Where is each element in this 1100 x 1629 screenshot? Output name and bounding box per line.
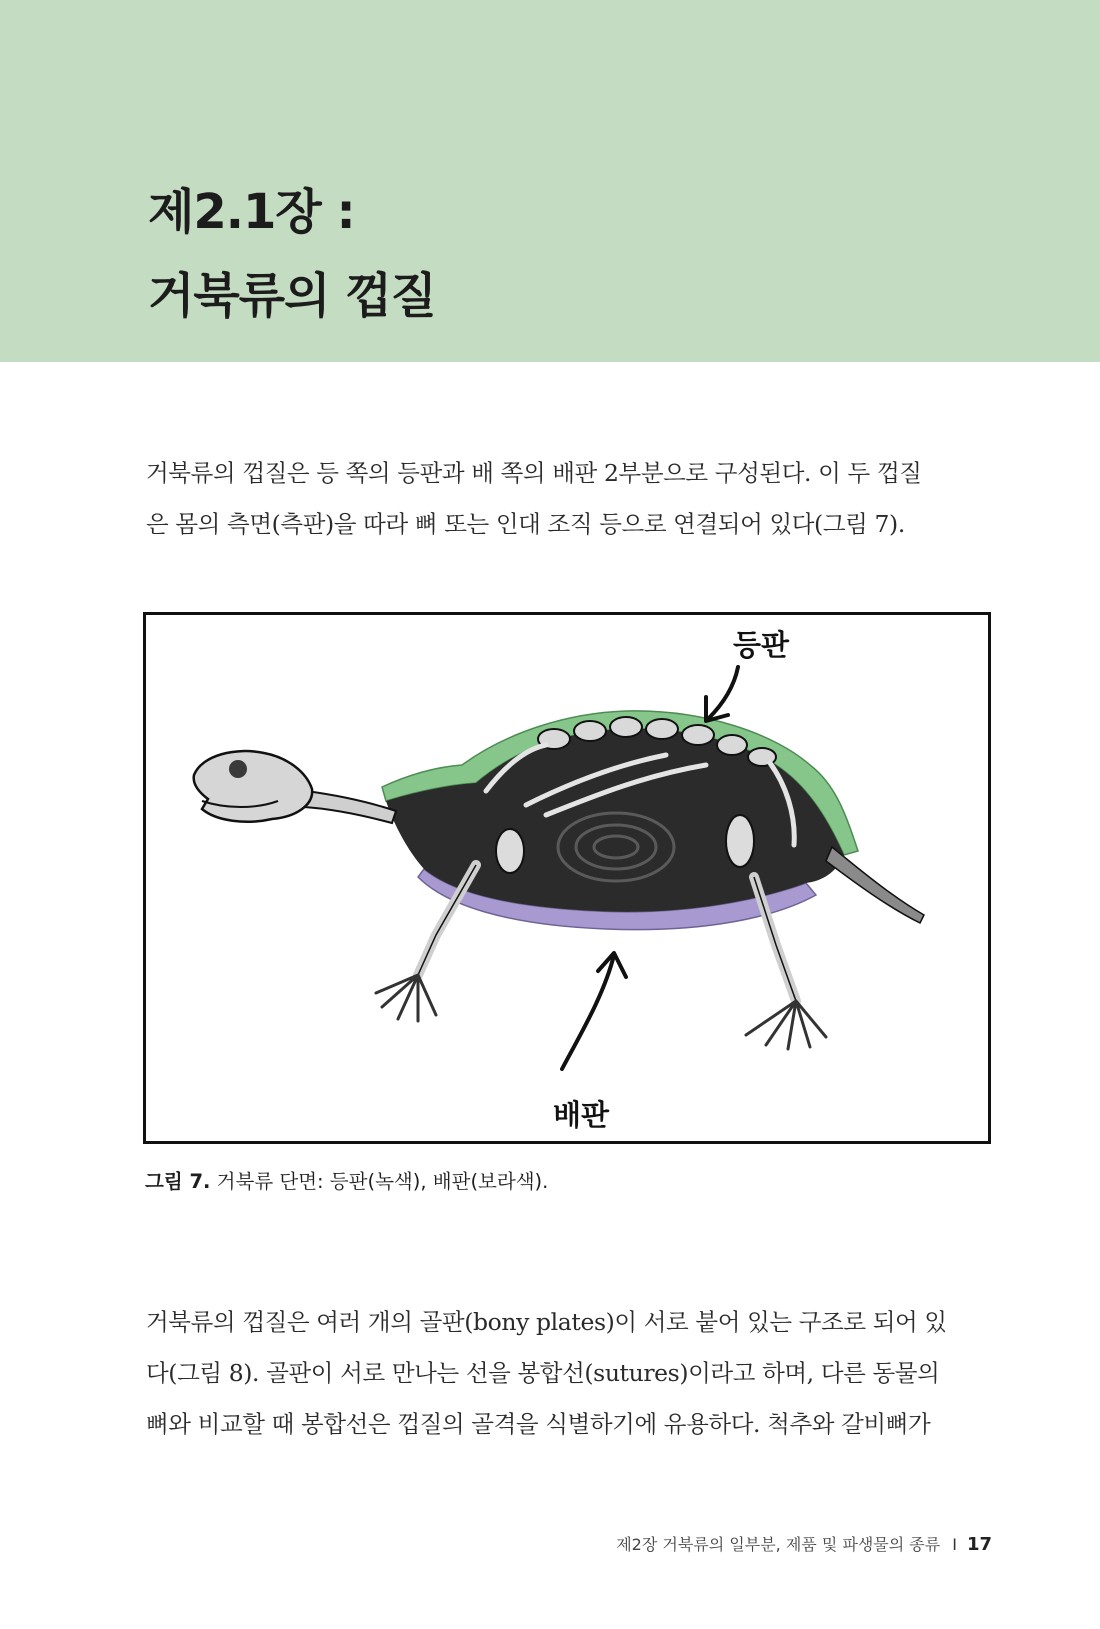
arrow-down-left-icon [708, 667, 738, 719]
footer-separator: I [952, 1535, 957, 1554]
label-carapace: 등판 [733, 628, 790, 662]
running-title: 제2장 거북류의 일부분, 제품 및 파생물의 종류 [616, 1535, 941, 1554]
chapter-title-line-1: 제2.1장 : [148, 184, 355, 240]
turtle-illustration [146, 615, 988, 1141]
front-leg [376, 865, 476, 1021]
paragraph-line: 거북류의 껍질은 등 쪽의 등판과 배 쪽의 배판 2부분으로 구성된다. 이 두 껍질 [146, 459, 922, 487]
chapter-title-line-2: 거북류의 껍질 [148, 268, 436, 324]
label-plastron: 배판 [553, 1098, 610, 1132]
page-number: 17 [966, 1534, 992, 1555]
page-footer [616, 1532, 992, 1555]
caption-label: 그림 7. [145, 1170, 211, 1193]
body-paragraph-1 [146, 448, 996, 550]
neck-skeleton [304, 791, 396, 823]
caption-text: 거북류 단면: 등판(녹색), 배판(보라색). [210, 1170, 549, 1193]
skull [194, 751, 312, 822]
chapter-title [148, 170, 436, 338]
tail [826, 847, 924, 923]
paragraph-line: 뼈와 비교할 때 봉합선은 껍질의 골격을 식별하기에 유용하다. 척추와 갈비뼈가 [146, 1410, 931, 1438]
turtle-cross-section-figure [143, 612, 991, 1144]
paragraph-line: 은 몸의 측면(측판)을 따라 뼈 또는 인대 조직 등으로 연결되어 있다(그림 7). [146, 510, 905, 538]
skull-eye-socket [229, 760, 247, 778]
paragraph-line: 다(그림 8). 골판이 서로 만나는 선을 봉합선(sutures)이라고 하며, 다른 동물의 [146, 1359, 940, 1387]
body-paragraph-2 [146, 1297, 996, 1450]
arrow-up-icon [562, 955, 614, 1069]
paragraph-line: 거북류의 껍질은 여러 개의 골판(bony plates)이 서로 붙어 있는 구조로 되어 있 [146, 1308, 947, 1336]
figure-caption [145, 1166, 548, 1194]
